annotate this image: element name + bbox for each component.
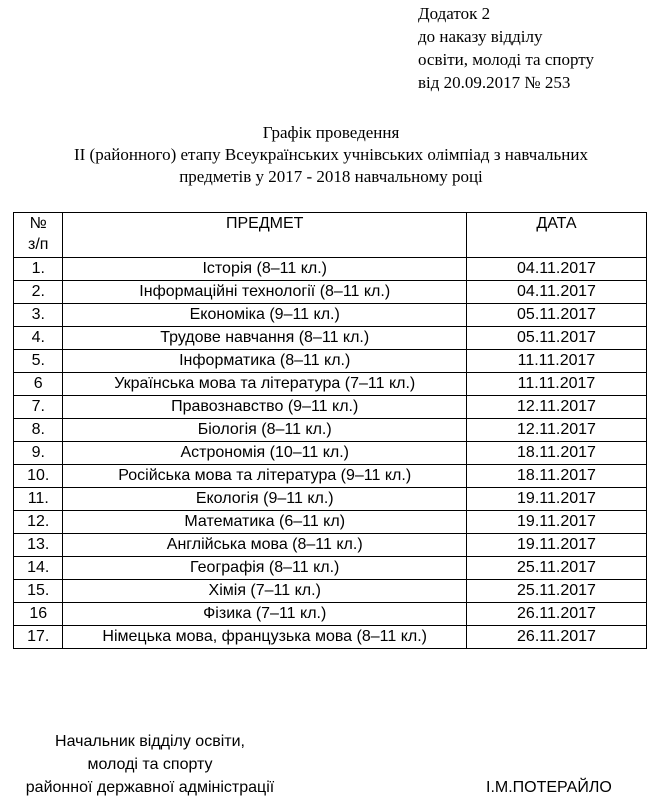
row-number: 14.: [14, 557, 63, 580]
row-number: 9.: [14, 442, 63, 465]
row-date: 26.11.2017: [466, 603, 646, 626]
annex-date-number: від 20.09.2017 № 253: [418, 73, 571, 92]
table-row: [14, 419, 647, 442]
heading-title: Графік проведення: [262, 123, 400, 142]
row-date: 19.11.2017: [466, 488, 646, 511]
row-number: 5.: [14, 350, 63, 373]
signature-position-line-3: районної державної адміністрації: [25, 779, 275, 796]
row-date: 19.11.2017: [466, 511, 646, 534]
row-date: 25.11.2017: [466, 557, 646, 580]
row-subject: Трудове навчання (8–11 кл.): [63, 327, 466, 350]
table-row: [14, 304, 647, 327]
header-number-abbr: з/п: [28, 236, 49, 253]
row-subject: Економіка (9–11 кл.): [63, 304, 466, 327]
row-subject: Російська мова та література (9–11 кл.): [63, 465, 466, 488]
row-number: 8.: [14, 419, 63, 442]
signature-position-line-2: молоді та спорту: [87, 756, 213, 773]
table-row: [14, 603, 647, 626]
header-date: ДАТА: [466, 213, 646, 258]
row-date: 05.11.2017: [466, 327, 646, 350]
row-number: 7.: [14, 396, 63, 419]
row-number: 11.: [14, 488, 63, 511]
table-row: [14, 534, 647, 557]
row-number: 1.: [14, 258, 63, 281]
table-row: [14, 442, 647, 465]
table-row: [14, 327, 647, 350]
signature-position-line-1: Начальник відділу освіти,: [55, 733, 245, 750]
schedule-table: [13, 212, 647, 649]
row-subject: Біологія (8–11 кл.): [63, 419, 466, 442]
row-subject: Німецька мова, французька мова (8–11 кл.): [63, 626, 466, 649]
row-subject: Математика (6–11 кл): [63, 511, 466, 534]
annex-title: Додаток 2: [418, 4, 491, 23]
row-subject: Фізика (7–11 кл.): [63, 603, 466, 626]
header-subject: ПРЕДМЕТ: [63, 213, 466, 258]
row-subject: Історія (8–11 кл.): [63, 258, 466, 281]
table-row: [14, 465, 647, 488]
table-row: [14, 488, 647, 511]
row-date: 05.11.2017: [466, 304, 646, 327]
row-number: 10.: [14, 465, 63, 488]
row-number: 13.: [14, 534, 63, 557]
table-row: [14, 557, 647, 580]
annex-department-line: освіти, молоді та спорту: [418, 50, 594, 69]
row-subject: Інформатика (8–11 кл.): [63, 350, 466, 373]
row-date: 04.11.2017: [466, 281, 646, 304]
row-number: 12.: [14, 511, 63, 534]
row-subject: Правознавство (9–11 кл.): [63, 396, 466, 419]
document-heading: [0, 122, 662, 188]
row-subject: Українська мова та література (7–11 кл.): [63, 373, 466, 396]
signature-name: І.М.ПОТЕРАЙЛО: [486, 779, 612, 796]
header-number-sign: №: [29, 215, 47, 232]
row-date: 11.11.2017: [466, 373, 646, 396]
table-row: [14, 626, 647, 649]
row-number: 4.: [14, 327, 63, 350]
table-row: [14, 373, 647, 396]
table-row: [14, 580, 647, 603]
row-subject: Хімія (7–11 кл.): [63, 580, 466, 603]
row-date: 18.11.2017: [466, 465, 646, 488]
table-row: [14, 281, 647, 304]
heading-line-3: предметів у 2017 - 2018 навчальному році: [179, 167, 483, 186]
row-number: 17.: [14, 626, 63, 649]
row-subject: Інформаційні технології (8–11 кл.): [63, 281, 466, 304]
row-subject: Англійська мова (8–11 кл.): [63, 534, 466, 557]
annex-block: [418, 2, 594, 94]
row-subject: Географія (8–11 кл.): [63, 557, 466, 580]
annex-order-line: до наказу відділу: [418, 27, 543, 46]
table-row: [14, 511, 647, 534]
row-date: 18.11.2017: [466, 442, 646, 465]
table-row: [14, 350, 647, 373]
row-date: 12.11.2017: [466, 419, 646, 442]
row-number: 6: [14, 373, 63, 396]
header-number: [14, 213, 63, 258]
row-date: 25.11.2017: [466, 580, 646, 603]
signature-position: [0, 730, 300, 799]
row-date: 19.11.2017: [466, 534, 646, 557]
row-date: 04.11.2017: [466, 258, 646, 281]
row-number: 15.: [14, 580, 63, 603]
table-row: [14, 258, 647, 281]
row-subject: Астрономія (10–11 кл.): [63, 442, 466, 465]
heading-line-2: ІІ (районного) етапу Всеукраїнських учнівських олімпіад з навчальних: [73, 145, 588, 164]
table-header-row: [14, 213, 647, 258]
row-subject: Екологія (9–11 кл.): [63, 488, 466, 511]
row-date: 11.11.2017: [466, 350, 646, 373]
row-date: 26.11.2017: [466, 626, 646, 649]
row-number: 3.: [14, 304, 63, 327]
table-body: [14, 258, 647, 649]
table-row: [14, 396, 647, 419]
row-number: 2.: [14, 281, 63, 304]
row-number: 16: [14, 603, 63, 626]
row-date: 12.11.2017: [466, 396, 646, 419]
